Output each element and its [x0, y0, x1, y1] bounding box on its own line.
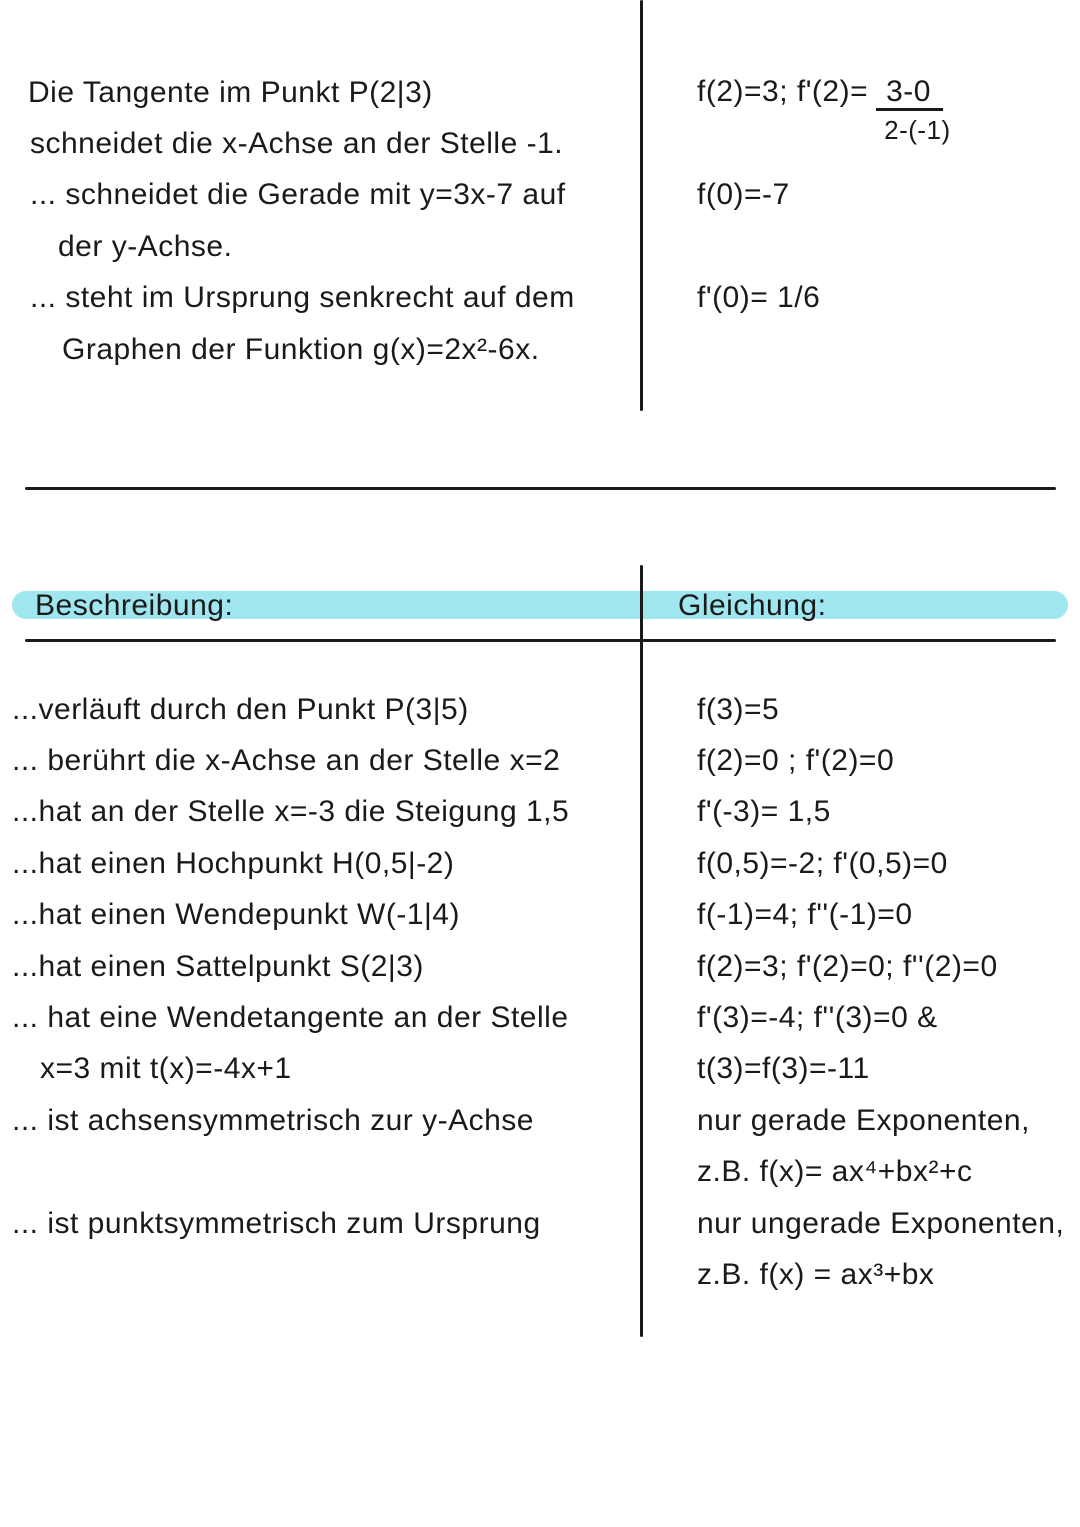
table-row	[0, 890, 1080, 941]
header-description: Beschreibung:	[35, 589, 234, 622]
equation-text: f(0,5)=-2; f'(0,5)=0	[697, 846, 948, 880]
equation-text: f(-1)=4; f''(-1)=0	[697, 898, 913, 932]
equation-text: f'(3)=-4; f''(3)=0 &	[697, 1001, 938, 1035]
table-row	[0, 1095, 1080, 1146]
table-row	[0, 992, 1080, 1043]
equation-perpendicular: f'(0)= 1/6	[697, 281, 821, 315]
equation-tangent-point	[641, 74, 1080, 145]
description-line: Graphen der Funktion g(x)=2x²-6x.	[62, 332, 540, 366]
equation-text: z.B. f(x) = ax³+bx	[697, 1257, 935, 1291]
slope-fraction	[876, 74, 951, 145]
equation-text: f(3)=5	[697, 692, 780, 726]
top-row	[0, 273, 1080, 324]
equation-text: t(3)=f(3)=-11	[697, 1052, 870, 1086]
table-row	[0, 1198, 1080, 1249]
description-text: ...hat einen Hochpunkt H(0,5|-2)	[12, 846, 455, 880]
top-row	[0, 221, 1080, 272]
equation-prefix: f(2)=3; f'(2)=	[697, 74, 869, 108]
description-line: schneidet die x-Achse an der Stelle -1.	[30, 127, 564, 161]
top-section	[0, 67, 1080, 375]
section-separator	[25, 487, 1056, 490]
description-text: ... hat eine Wendetangente an der Stelle	[12, 1001, 569, 1035]
table-body	[0, 684, 1080, 1301]
description-text: ... berührt die x-Achse an der Stelle x=2	[12, 744, 561, 778]
equation-y-axis-intersection: f(0)=-7	[697, 178, 790, 212]
header-equation: Gleichung:	[678, 589, 827, 622]
description-text: ...hat einen Wendepunkt W(-1|4)	[12, 898, 460, 932]
table-row	[0, 1147, 1080, 1198]
table-row	[0, 941, 1080, 992]
equation-text: nur gerade Exponenten,	[697, 1103, 1030, 1137]
description-text: ...hat an der Stelle x=-3 die Steigung 1,5	[12, 795, 570, 829]
top-row	[0, 170, 1080, 221]
table-row	[0, 1044, 1080, 1095]
table-row	[0, 1249, 1080, 1300]
description-line: Die Tangente im Punkt P(2|3)	[28, 75, 433, 109]
equation-text: f(2)=3; f'(2)=0; f''(2)=0	[697, 949, 998, 983]
description-text: ... ist punktsymmetrisch zum Ursprung	[12, 1206, 541, 1240]
equation-text: z.B. f(x)= ax⁴+bx²+c	[697, 1155, 973, 1189]
equation-text: f(2)=0 ; f'(2)=0	[697, 744, 895, 778]
table-row	[0, 684, 1080, 735]
table-row	[0, 787, 1080, 838]
fraction-numerator: 3-0	[876, 77, 943, 111]
description-text: ...verläuft durch den Punkt P(3|5)	[12, 692, 469, 726]
equation-text: nur ungerade Exponenten,	[697, 1206, 1065, 1240]
fraction-denominator: 2-(-1)	[884, 114, 951, 145]
description-line: der y-Achse.	[58, 229, 233, 263]
description-text: x=3 mit t(x)=-4x+1	[40, 1052, 292, 1086]
description-text: ... ist achsensymmetrisch zur y-Achse	[12, 1103, 534, 1137]
description-line: ... steht im Ursprung senkrecht auf dem	[30, 281, 575, 315]
header-underline	[25, 639, 1056, 642]
table-row	[0, 735, 1080, 786]
equation-text: f'(-3)= 1,5	[697, 795, 831, 829]
description-text: ...hat einen Sattelpunkt S(2|3)	[12, 949, 424, 983]
description-line: ... schneidet die Gerade mit y=3x-7 auf	[30, 178, 566, 212]
table-row	[0, 838, 1080, 889]
top-row	[0, 324, 1080, 375]
